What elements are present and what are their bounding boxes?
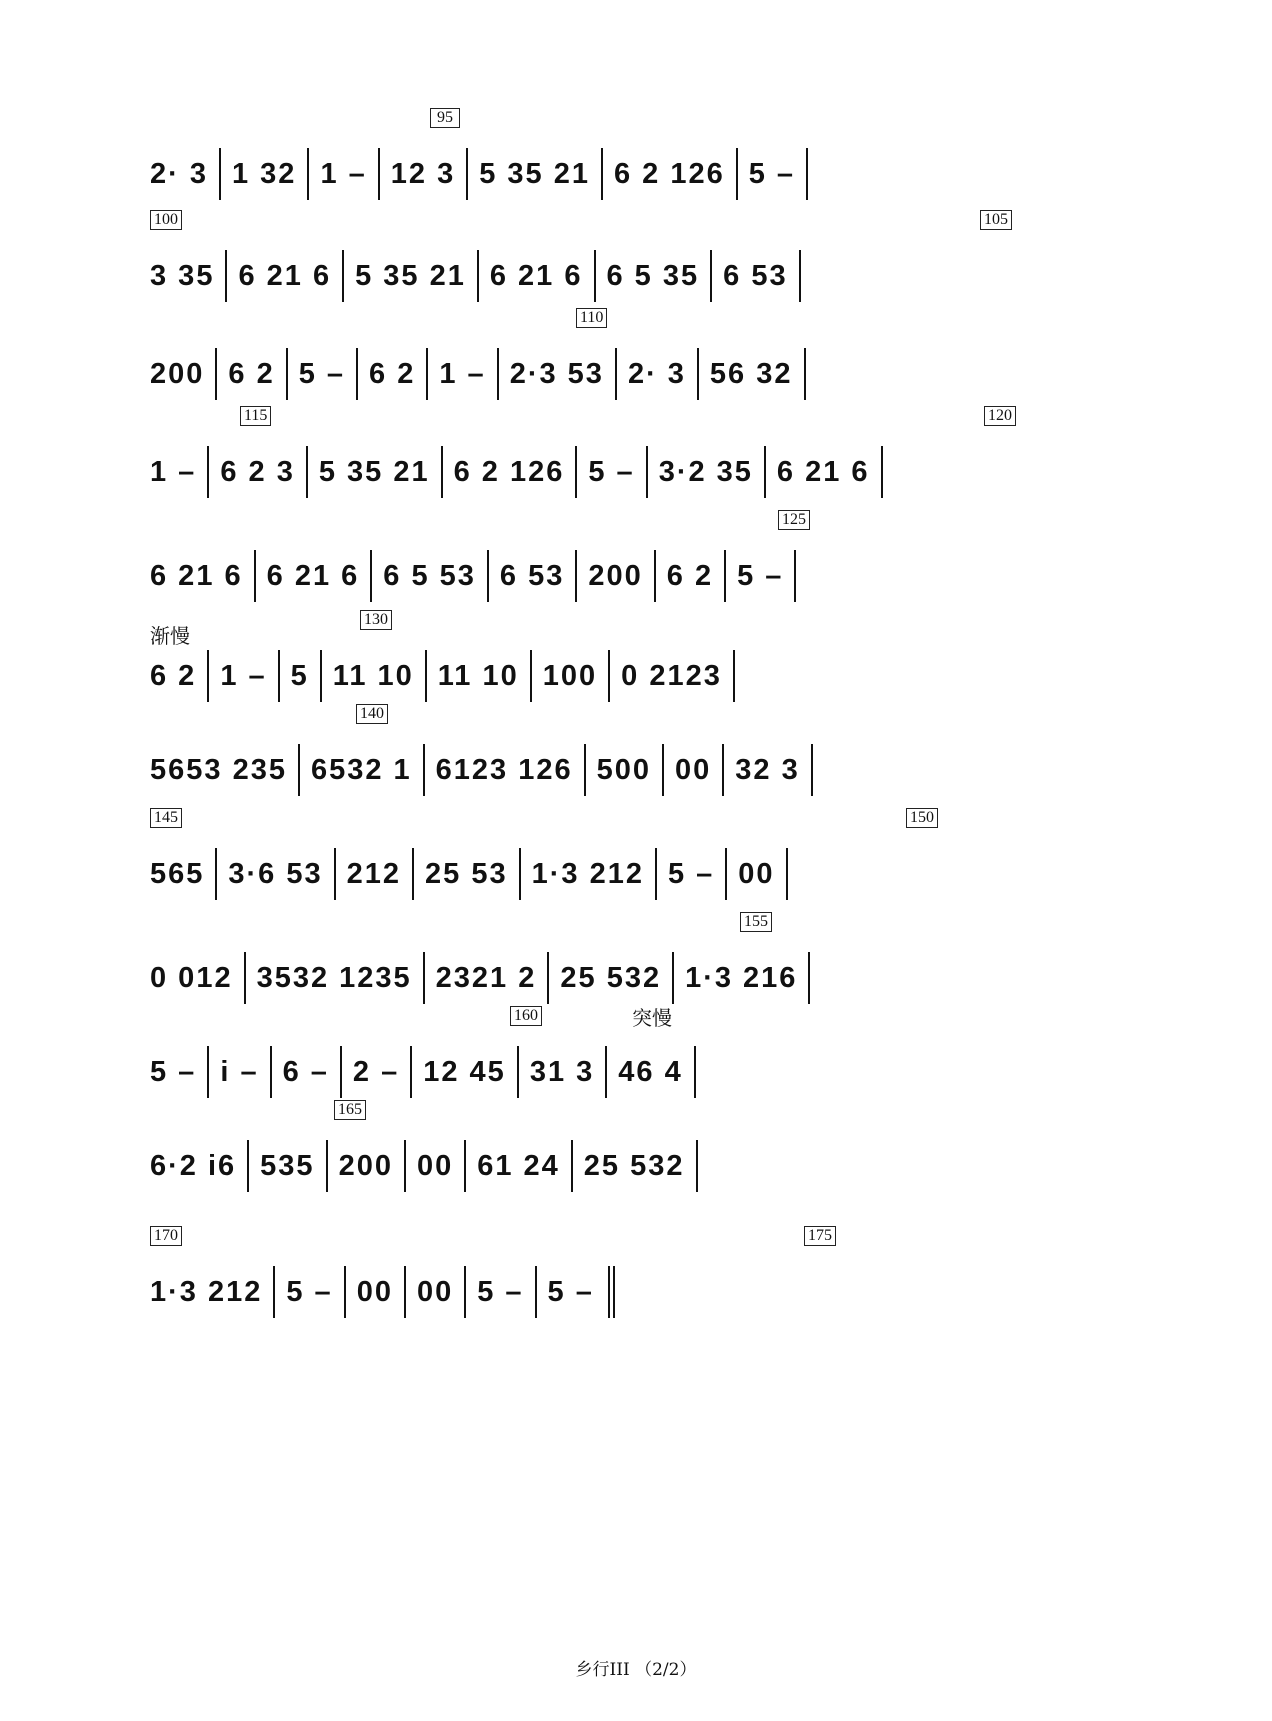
measure: 2· 3 [150,148,221,200]
score-row [150,808,1130,904]
measure: 6532 1 [300,744,425,796]
measure: 12 3 [380,148,468,200]
measure: 00 [406,1266,466,1318]
measure: 6 21 6 [766,446,883,498]
measure: 1 32 [221,148,309,200]
rehearsal-mark: 110 [576,308,607,328]
measure: 535 [249,1140,327,1192]
measure: 1 – [150,446,209,498]
score-line [150,1046,1130,1098]
measure: 6 21 6 [150,550,256,602]
measure: 6 2 [217,348,287,400]
measure: 6 5 35 [596,250,713,302]
score-row [150,510,1130,606]
rehearsal-mark: 120 [984,406,1016,426]
page-footer: 乡行III （2/2） [575,1660,697,1680]
measure: 6·2 i6 [150,1140,249,1192]
measure: 6 21 6 [227,250,344,302]
score-row [150,610,1130,706]
measure: 31 3 [519,1046,607,1098]
measure: 5 35 21 [344,250,479,302]
measure: 25 532 [573,1140,698,1192]
measure: 6 2 [656,550,726,602]
measure: 00 [664,744,724,796]
measure: 3·2 35 [648,446,766,498]
measure: 2321 2 [425,952,550,1004]
measure: 1 – [309,148,379,200]
measure: 11 10 [427,650,532,702]
measure: 6 21 6 [256,550,373,602]
measure: 565 [150,848,217,900]
score-line [150,848,1130,900]
measure: 5 – [150,1046,209,1098]
score-row [150,210,1130,306]
rehearsal-mark: 170 [150,1226,182,1246]
measure: 5 – [738,148,808,200]
measure: 3·6 53 [217,848,335,900]
measure: 5 – [726,550,796,602]
measure: 1·3 216 [674,952,810,1004]
measure: 6123 126 [425,744,586,796]
measure: 2 – [342,1046,412,1098]
score-row [150,406,1130,502]
measure: 00 [406,1140,466,1192]
measure: i – [209,1046,271,1098]
score-line [150,148,1130,200]
measure: 6 5 53 [372,550,489,602]
rehearsal-mark: 105 [980,210,1012,230]
measure: 5 – [577,446,647,498]
score-line [150,348,1130,400]
measure: 6 2 [150,650,209,702]
measure: 5 [280,650,322,702]
measure: 6 2 [358,348,428,400]
score-line [150,446,1130,498]
measure: 25 53 [414,848,521,900]
measure: 3532 1235 [246,952,425,1004]
rehearsal-mark: 100 [150,210,182,230]
measure: 12 45 [412,1046,519,1098]
measure: 6 2 3 [209,446,308,498]
rehearsal-mark: 140 [356,704,388,724]
measure: 0 012 [150,952,246,1004]
rehearsal-mark: 175 [804,1226,836,1246]
rehearsal-mark: 145 [150,808,182,828]
measure: 5 – [275,1266,345,1318]
measure: 32 3 [724,744,812,796]
tempo-marking: 渐慢 [150,624,190,648]
measure: 56 32 [699,348,806,400]
measure: 6 – [272,1046,342,1098]
measure: 5 35 21 [308,446,443,498]
measure: 61 24 [466,1140,573,1192]
measure: 500 [586,744,664,796]
measure: 25 532 [549,952,674,1004]
measure: 1·3 212 [150,1266,275,1318]
measure: 6 2 126 [443,446,578,498]
measure: 0 2123 [610,650,735,702]
rehearsal-mark: 115 [240,406,271,426]
measure: 00 [346,1266,406,1318]
rehearsal-mark: 150 [906,808,938,828]
measure: 5 – [657,848,727,900]
measure: 5 – [288,348,358,400]
score-line [150,250,1130,302]
measure: 6 2 126 [603,148,738,200]
measure: 46 4 [607,1046,695,1098]
score-line [150,1266,1130,1318]
measure: 6 21 6 [479,250,596,302]
measure: 2·3 53 [499,348,617,400]
score-line [150,1140,1130,1192]
score-row [150,704,1130,800]
score-row [150,1006,1130,1102]
measure: 212 [336,848,414,900]
measure-final: 5 – [537,1266,615,1318]
score-row [150,1100,1130,1196]
tempo-marking: 突慢 [632,1006,672,1030]
rehearsal-mark: 125 [778,510,810,530]
rehearsal-mark: 165 [334,1100,366,1120]
measure: 5 – [466,1266,536,1318]
score-line [150,952,1130,1004]
score-line [150,550,1130,602]
measure: 2· 3 [617,348,699,400]
score-line [150,744,1130,796]
measure: 1·3 212 [521,848,657,900]
score-line [150,650,1130,702]
rehearsal-mark: 155 [740,912,772,932]
score-row [150,308,1130,404]
measure: 3 35 [150,250,227,302]
measure: 6 53 [712,250,800,302]
measure: 200 [150,348,217,400]
measure: 1 – [209,650,279,702]
measure: 6 53 [489,550,577,602]
measure: 5653 235 [150,744,300,796]
rehearsal-mark: 160 [510,1006,542,1026]
measure: 100 [532,650,610,702]
measure: 11 10 [322,650,427,702]
measure: 200 [328,1140,406,1192]
measure: 1 – [428,348,498,400]
score-row [150,108,1130,204]
rehearsal-mark: 95 [430,108,460,128]
score-row [150,912,1130,1008]
rehearsal-mark: 130 [360,610,392,630]
measure: 00 [727,848,787,900]
score-row [150,1226,1130,1322]
measure: 5 35 21 [468,148,603,200]
measure: 200 [577,550,655,602]
